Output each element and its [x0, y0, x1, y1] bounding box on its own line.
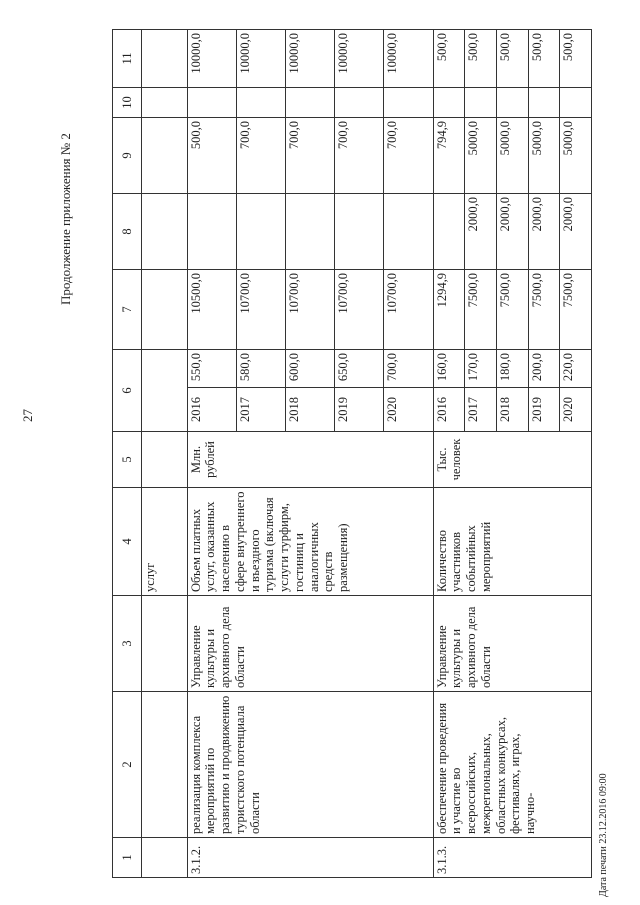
value-cell-7: 7500,0 — [560, 270, 592, 350]
appendix-title: Продолжение приложения № 2 — [58, 133, 73, 305]
print-date: Дата печати 23.12.2016 09:00 — [598, 773, 609, 897]
col-header-3: 3 — [113, 596, 142, 692]
value-cell-11: 10000,0 — [335, 30, 384, 88]
value-cell-9: 5000,0 — [528, 118, 560, 194]
row-number-cell: 3.1.2. — [187, 838, 433, 878]
value-cell-8 — [187, 194, 236, 270]
year-cell: 2016 — [433, 388, 465, 432]
value-cell-9: 5000,0 — [496, 118, 528, 194]
value-cell-10 — [236, 88, 285, 118]
col-header-10: 10 — [113, 88, 142, 118]
year-cell: 2016 — [187, 388, 236, 432]
value-cell-6: 200,0 — [528, 350, 560, 388]
col-header-8: 8 — [113, 194, 142, 270]
header-row — [113, 30, 142, 878]
year-cell: 2017 — [465, 388, 497, 432]
value-cell-7: 10700,0 — [286, 270, 335, 350]
value-cell-10 — [335, 88, 384, 118]
value-cell-8: 2000,0 — [560, 194, 592, 270]
value-cell-11: 500,0 — [528, 30, 560, 88]
value-cell-9: 700,0 — [236, 118, 285, 194]
value-cell-8 — [286, 194, 335, 270]
year-cell: 2019 — [335, 388, 384, 432]
executor-cell: Управление культуры и архивного дела области — [187, 596, 433, 692]
year-cell: 2017 — [236, 388, 285, 432]
value-cell-7: 10700,0 — [236, 270, 285, 350]
value-cell-7: 10700,0 — [335, 270, 384, 350]
value-cell-9: 500,0 — [187, 118, 236, 194]
continuation-text: услуг — [142, 488, 188, 596]
value-cell-10 — [496, 88, 528, 118]
value-cell-6: 550,0 — [187, 350, 236, 388]
table-body — [187, 30, 591, 878]
value-cell-6: 170,0 — [465, 350, 497, 388]
value-cell-6: 220,0 — [560, 350, 592, 388]
value-cell-7: 7500,0 — [528, 270, 560, 350]
value-cell-7: 1294,9 — [433, 270, 465, 350]
value-cell-6: 650,0 — [335, 350, 384, 388]
table-row — [187, 30, 236, 878]
value-cell-7: 7500,0 — [465, 270, 497, 350]
value-cell-11: 10000,0 — [286, 30, 335, 88]
value-cell-8: 2000,0 — [528, 194, 560, 270]
value-cell-6: 600,0 — [286, 350, 335, 388]
indicator-cell: Объем платных услуг, оказанных населению в сфере внутреннего и въездного туризма (включая услуги турфирм, гостиниц и аналогичных средств размещения) — [187, 488, 433, 596]
year-cell: 2018 — [286, 388, 335, 432]
page-number: 27 — [20, 409, 35, 422]
col-header-11: 11 — [113, 30, 142, 88]
value-cell-10 — [433, 88, 465, 118]
year-cell: 2019 — [528, 388, 560, 432]
value-cell-9: 5000,0 — [560, 118, 592, 194]
value-cell-6: 700,0 — [384, 350, 433, 388]
value-cell-10 — [187, 88, 236, 118]
value-cell-7: 7500,0 — [496, 270, 528, 350]
value-cell-11: 500,0 — [496, 30, 528, 88]
year-cell: 2020 — [384, 388, 433, 432]
activity-cell: обеспечение проведения и участие во всероссийских, межрегиональных, областных конкурсах, фестивалях, играх, научно- — [433, 692, 591, 838]
col-header-6: 6 — [113, 350, 142, 432]
value-cell-11: 500,0 — [465, 30, 497, 88]
col-header-7: 7 — [113, 270, 142, 350]
value-cell-11: 500,0 — [560, 30, 592, 88]
indicator-cell: Количество участников событийных мероприятий — [433, 488, 591, 596]
col-header-4: 4 — [113, 488, 142, 596]
row-number-cell: 3.1.3. — [433, 838, 591, 878]
continuation-row — [142, 30, 188, 878]
col-header-5: 5 — [113, 432, 142, 488]
value-cell-10 — [528, 88, 560, 118]
executor-cell: Управление культуры и архивного дела области — [433, 596, 591, 692]
year-cell: 2018 — [496, 388, 528, 432]
value-cell-7: 10700,0 — [384, 270, 433, 350]
value-cell-8 — [236, 194, 285, 270]
table-row — [433, 30, 465, 878]
value-cell-6: 180,0 — [496, 350, 528, 388]
unit-cell: Тыс. человек — [433, 432, 591, 488]
value-cell-6: 580,0 — [236, 350, 285, 388]
value-cell-10 — [286, 88, 335, 118]
value-cell-9: 794,9 — [433, 118, 465, 194]
value-cell-11: 500,0 — [433, 30, 465, 88]
value-cell-8: 2000,0 — [465, 194, 497, 270]
value-cell-10 — [384, 88, 433, 118]
value-cell-11: 10000,0 — [236, 30, 285, 88]
value-cell-10 — [560, 88, 592, 118]
rotated-table-container — [112, 30, 592, 878]
value-cell-8 — [433, 194, 465, 270]
value-cell-9: 700,0 — [384, 118, 433, 194]
data-table — [112, 29, 592, 878]
value-cell-8 — [335, 194, 384, 270]
col-header-9: 9 — [113, 118, 142, 194]
value-cell-11: 10000,0 — [384, 30, 433, 88]
value-cell-9: 5000,0 — [465, 118, 497, 194]
year-cell: 2020 — [560, 388, 592, 432]
value-cell-9: 700,0 — [286, 118, 335, 194]
value-cell-11: 10000,0 — [187, 30, 236, 88]
value-cell-9: 700,0 — [335, 118, 384, 194]
activity-cell: реализация комплекса мероприятий по развитию и продвижению туристского потенциала области — [187, 692, 433, 838]
value-cell-8 — [384, 194, 433, 270]
col-header-2: 2 — [113, 692, 142, 838]
unit-cell: Млн. рублей — [187, 432, 433, 488]
value-cell-10 — [465, 88, 497, 118]
value-cell-6: 160,0 — [433, 350, 465, 388]
value-cell-8: 2000,0 — [496, 194, 528, 270]
value-cell-7: 10500,0 — [187, 270, 236, 350]
col-header-1: 1 — [113, 838, 142, 878]
